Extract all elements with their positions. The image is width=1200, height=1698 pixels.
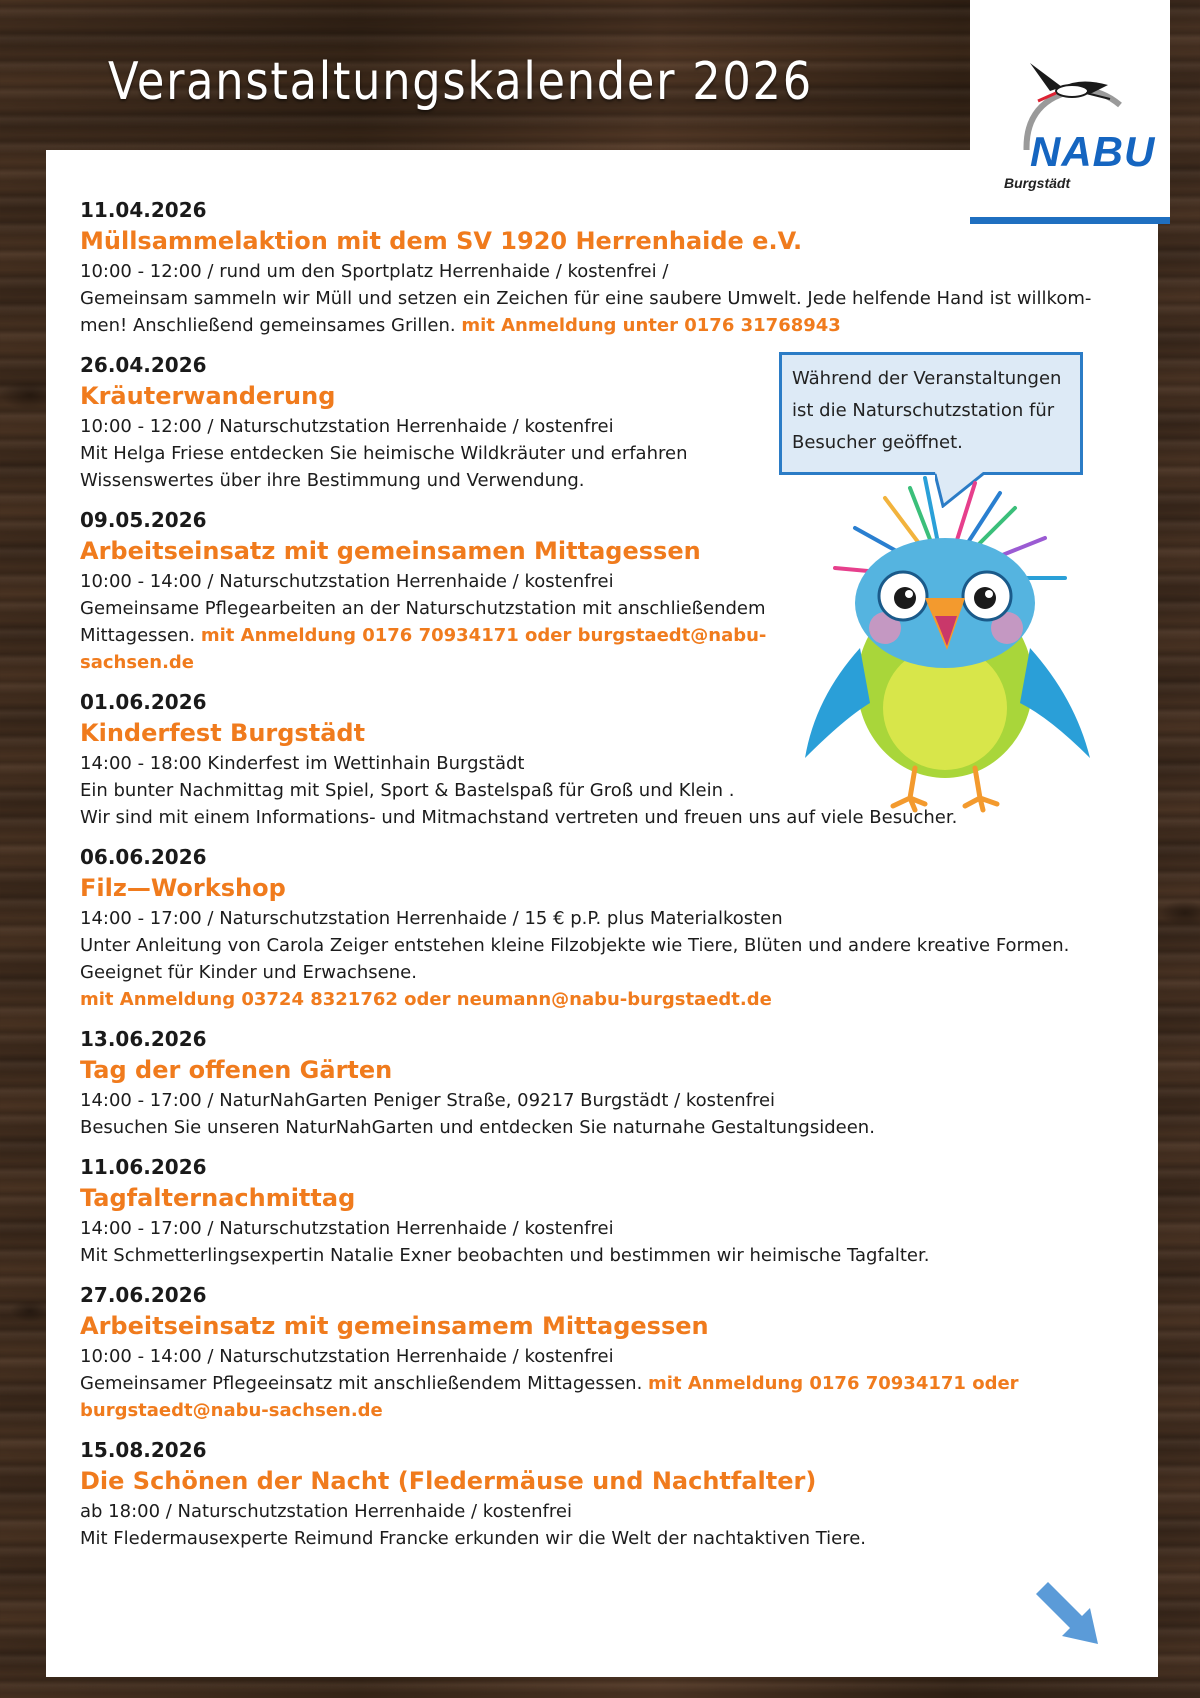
event-date: 01.06.2026 [80, 690, 207, 714]
event-title: Kräuterwanderung [80, 382, 336, 410]
event-title: Müllsammelaktion mit dem SV 1920 Herrenhaide e.V. [80, 227, 803, 255]
event-title: Tag der offenen Gärten [80, 1056, 393, 1084]
event-date: 09.05.2026 [80, 508, 207, 532]
event-details: 14:00 - 17:00 / Naturschutzstation Herrenhaide / kostenfrei [80, 1218, 614, 1239]
event-description: Mit Schmetterlingsexpertin Natalie Exner beobachten und bestimmen wir heimische Tagfalter. [80, 1245, 930, 1266]
event-description: Wir sind mit einem Informations- und Mitmachstand vertreten und freuen uns auf viele Besucher. [80, 807, 958, 828]
event-date: 06.06.2026 [80, 845, 207, 869]
info-callout: Während der Veranstaltungen ist die Naturschutzstation für Besucher geöffnet. [779, 352, 1083, 475]
event-item [80, 1436, 1120, 1552]
event-description: Gemeinsame Pflegearbeiten an der Naturschutzstation mit anschließendem [80, 598, 766, 619]
event-details: 10:00 - 14:00 / Naturschutzstation Herrenhaide / kostenfrei [80, 1346, 614, 1367]
event-details: 10:00 - 12:00 / Naturschutzstation Herrenhaide / kostenfrei [80, 416, 614, 437]
event-date: 27.06.2026 [80, 1283, 207, 1307]
event-date: 11.06.2026 [80, 1155, 207, 1179]
registration-info: sachsen.de [80, 652, 195, 673]
event-title: Kinderfest Burgstädt [80, 719, 366, 747]
description-text: men! Anschließend gemeinsames Grillen. [80, 315, 456, 336]
wood-texture [10, 1300, 50, 1322]
event-details: 14:00 - 17:00 / Naturschutzstation Herrenhaide / 15 € p.P. plus Materialkosten [80, 908, 783, 929]
event-title: Tagfalternachmittag [80, 1184, 356, 1212]
registration-info: mit Anmeldung 03724 8321762 oder neumann@nabu-burgstaedt.de [80, 989, 772, 1010]
event-details: 10:00 - 12:00 / rund um den Sportplatz Herrenhaide / kostenfrei / [80, 261, 669, 282]
event-date: 11.04.2026 [80, 198, 207, 222]
event-description: Geeignet für Kinder und Erwachsene. [80, 962, 417, 983]
registration-info: mit Anmeldung 0176 70934171 oder [648, 1373, 1019, 1394]
event-details: 14:00 - 17:00 / NaturNahGarten Peniger Straße, 09217 Burgstädt / kostenfrei [80, 1090, 776, 1111]
event-date: 13.06.2026 [80, 1027, 207, 1051]
logo-location: Burgstädt [1004, 175, 1071, 191]
event-item [80, 843, 1120, 1013]
event-description [80, 312, 1120, 339]
event-item [80, 196, 1120, 339]
registration-info: mit Anmeldung 0176 70934171 oder burgstaedt@nabu- [200, 625, 767, 646]
bird-illustration [775, 468, 1115, 813]
registration-info: burgstaedt@nabu-sachsen.de [80, 1400, 383, 1421]
event-description: Unter Anleitung von Carola Zeiger entstehen kleine Filzobjekte wie Tiere, Blüten und andere kreative Formen. [80, 935, 1070, 956]
event-details: 10:00 - 14:00 / Naturschutzstation Herrenhaide / kostenfrei [80, 571, 614, 592]
wood-texture [1160, 900, 1200, 926]
event-date: 15.08.2026 [80, 1438, 207, 1462]
logo-wordmark: NABU [1030, 128, 1156, 175]
event-description: Mit Helga Friese entdecken Sie heimische Wildkräuter und erfahren [80, 443, 688, 464]
event-details: 14:00 - 18:00 Kinderfest im Wettinhain Burgstädt [80, 753, 525, 774]
event-item [80, 1281, 1120, 1424]
registration-info: mit Anmeldung unter 0176 31768943 [461, 315, 841, 336]
arrow-down-right-icon [1030, 1576, 1110, 1656]
event-title: Die Schönen der Nacht (Fledermäuse und Nachtfalter) [80, 1467, 817, 1495]
event-description: Mit Fledermausexperte Reimund Francke erkunden wir die Welt der nachtaktiven Tiere. [80, 1528, 867, 1549]
event-item [80, 1025, 1120, 1141]
event-description: Besuchen Sie unseren NaturNahGarten und entdecken Sie naturnahe Gestaltungsideen. [80, 1117, 875, 1138]
event-description: Gemeinsam sammeln wir Müll und setzen ein Zeichen für eine saubere Umwelt. Jede helfende Hand ist willkom- [80, 288, 1092, 309]
event-date: 26.04.2026 [80, 353, 207, 377]
event-title: Arbeitseinsatz mit gemeinsamen Mittagessen [80, 537, 701, 565]
page-title: Veranstaltungskalender 2026 [108, 52, 813, 112]
event-title: Filz—Workshop [80, 874, 286, 902]
event-description: Ein bunter Nachmittag mit Spiel, Sport & Bastelspaß für Groß und Klein . [80, 780, 735, 801]
event-details: ab 18:00 / Naturschutzstation Herrenhaide / kostenfrei [80, 1501, 572, 1522]
event-item [80, 1153, 1120, 1269]
event-description [80, 1370, 1120, 1397]
event-title: Arbeitseinsatz mit gemeinsamem Mittagessen [80, 1312, 709, 1340]
description-text: Gemeinsamer Pflegeeinsatz mit anschließendem Mittagessen. [80, 1373, 643, 1394]
description-text: Mittagessen. [80, 625, 196, 646]
event-description: Wissenswertes über ihre Bestimmung und Verwendung. [80, 470, 585, 491]
